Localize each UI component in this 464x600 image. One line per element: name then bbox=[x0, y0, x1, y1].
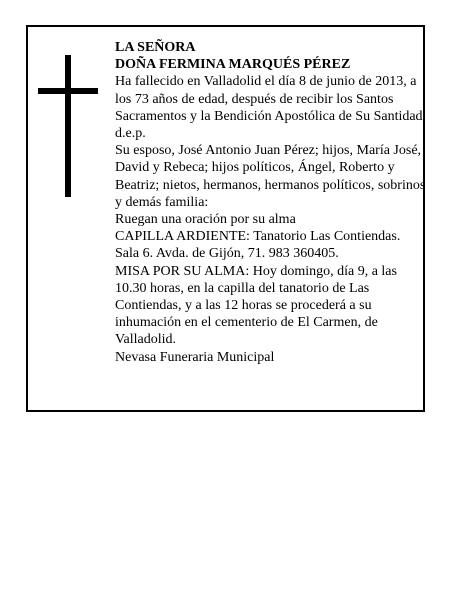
body-line: Beatriz; nietos, hermanos, hermanos políticos, sobrinos bbox=[115, 177, 426, 193]
body-line: Ruegan una oración por su alma bbox=[115, 212, 296, 228]
body-line: los 73 años de edad, después de recibir los Santos bbox=[115, 91, 394, 107]
deceased-name: DOÑA FERMINA MARQUÉS PÉREZ bbox=[115, 57, 351, 73]
body-line: CAPILLA ARDIENTE: Tanatorio Las Contiendas. bbox=[115, 229, 401, 245]
body-line: inhumación en el cementerio de El Carmen, de bbox=[115, 315, 378, 331]
body-line: Sacramentos y la Bendición Apostólica de Su Santidad bbox=[115, 108, 423, 124]
obituary-notice bbox=[26, 25, 425, 412]
body-line: Contiendas, y a las 12 horas se procederá a su bbox=[115, 298, 372, 314]
body-line: d.e.p. bbox=[115, 126, 146, 142]
body-line: Su esposo, José Antonio Juan Pérez; hijos, María José, bbox=[115, 143, 422, 159]
body-line: 10.30 horas, en la capilla del tanatorio de Las bbox=[115, 280, 370, 296]
body-line: Sala 6. Avda. de Gijón, 71. 983 360405. bbox=[115, 246, 339, 262]
funeral-home-name: Nevasa Funeraria Municipal bbox=[115, 349, 275, 365]
notice-title-line: LA SEÑORA bbox=[115, 40, 196, 55]
body-line: Ha fallecido en Valladolid el día 8 de junio de 2013, a bbox=[115, 74, 417, 90]
obituary-text bbox=[115, 39, 426, 366]
body-line: Valladolid. bbox=[115, 332, 177, 348]
body-line: MISA POR SU ALMA: Hoy domingo, día 9, a las bbox=[115, 263, 397, 279]
body-line: y demás familia: bbox=[115, 194, 209, 210]
body-line: David y Rebeca; hijos políticos, Ángel, Roberto y bbox=[115, 160, 395, 176]
cross-icon bbox=[38, 55, 98, 197]
cross-vertical-bar bbox=[65, 55, 71, 197]
cross-horizontal-bar bbox=[38, 88, 98, 94]
